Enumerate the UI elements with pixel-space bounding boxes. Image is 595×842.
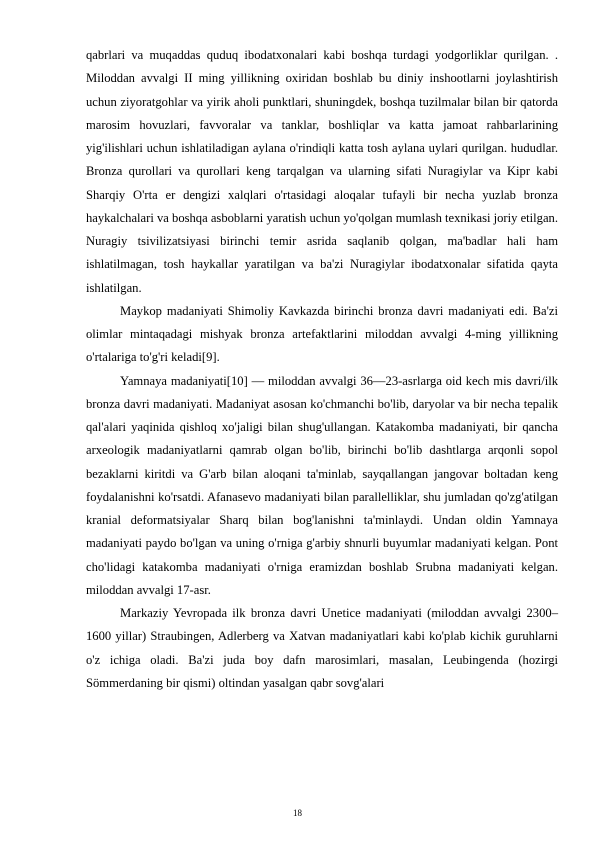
page-number: 18	[293, 808, 302, 818]
document-page	[86, 44, 558, 695]
paragraph-yamnaya: Yamnaya madaniyati[10] — miloddan avvalgi 36—23-asrlarga oid kech mis davri/ilk bronza davri madaniyati. Madaniyat asosan ko'chmanchi bo'lib, daryolar va bir necha tepalik qal'alari yaqinida qishloq xo'jaligi bilan shug'ullangan. Katakomba madaniyati, bir qancha arxeologik madaniyatlarni qamrab olgan bo'lib, birinchi bo'lib dashtlarga arqonli sopol bezaklarni kiritdi va G'arb bilan aloqani ta'minlab, sayqallangan jangovar boltadan keng foydalanishni ko'rsatdi. Afanasevo madaniyati bilan parallelliklar, shu jumladan qo'zg'atilgan kranial deformatsiyalar Sharq bilan bog'lanishni ta'minlaydi. Undan oldin Yamnaya madaniyati paydo bo'lgan va uning o'rniga g'arbiy shnurli buyumlar madaniyati kelgan. Pont cho'lidagi katakomba madaniyati o'rniga eramizdan boshlab Srubna madaniyati kelgan. miloddan avvalgi 17-asr.	[86, 373, 558, 597]
paragraph-unetice: Markaziy Yevropada ilk bronza davri Unetice madaniyati (miloddan avvalgi 2300–1600 yillar) Straubingen, Adlerberg va Xatvan madaniyatlari kabi ko'plab kichik guruhlarni o'z ichiga oladi. Ba'zi juda boy dafn marosimlari, masalan, Leubingenda (hozirgi Sömmerdaning bir qismi) oltindan yasalgan qabr sovg'alari	[86, 606, 558, 690]
paragraph-maykop: Maykop madaniyati Shimoliy Kavkazda birinchi bronza davri madaniyati edi. Ba'zi olimlar mintaqadagi mishyak bronza artefaktlarini miloddan avvalgi 4-ming yillikning o'rtalariga to'g'ri keladi[9].	[86, 303, 558, 365]
paragraph-nuragic: qabrlari va muqaddas quduq ibodatxonalari kabi boshqa turdagi yodgorliklar qurilgan. . Miloddan avvalgi II ming yillikning oxiridan boshlab bu diniy inshootlarni joylashtirish uchun ziyoratgohlar va yirik aholi punktlari, shuningdek, boshqa tuzilmalar bilan bir qatorda marosim hovuzlari, favvoralar va tanklar, boshliqlar va katta jamoat rahbarlarining yig'ilishlari uchun ishlatiladigan aylana o'rindiqli katta tosh aylana uylari qurilgan. hududlar. Bronza qurollari va qurollari keng tarqalgan va ularning sifati Nuragiylar va Kipr kabi Sharqiy O'rta er dengizi xalqlari o'rtasidagi aloqalar tufayli bir necha yuzlab bronza haykalchalari va boshqa asboblarni yaratish uchun yo'qolgan mumlash texnikasi joriy etilgan. Nuragiy tsivilizatsiyasi birinchi temir asrida saqlanib qolgan, ma'badlar hali ham ishlatilmagan, tosh haykallar yaratilgan va ba'zi Nuragiylar ibodatxonalar sifatida qayta ishlatilgan.	[86, 48, 558, 295]
